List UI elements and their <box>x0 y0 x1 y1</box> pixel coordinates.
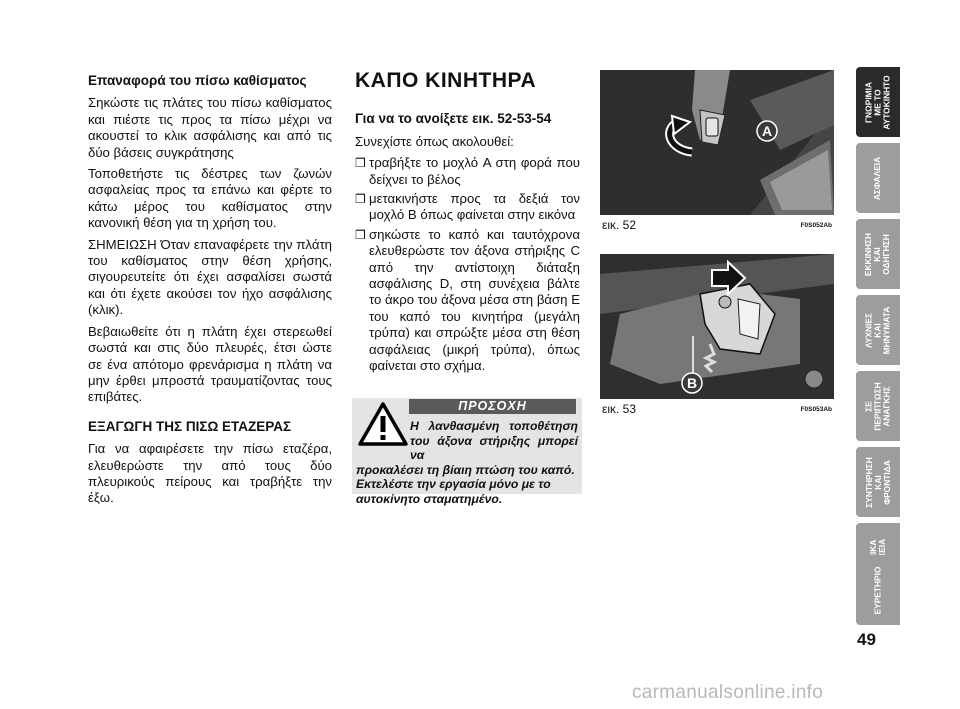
figure-label: εικ. 52 <box>602 218 637 232</box>
list-item <box>355 227 580 375</box>
paragraph: Για να αφαιρέσετε την πίσω εταζέρα, ελευθερώστε την από τους δύο πλευρικούς πείρους και τραβήξτε την έξω. <box>88 441 332 506</box>
figure-code: F0S052Ab <box>800 222 832 229</box>
warning-title: ΠΡΟΣΟΧΗ <box>409 399 576 414</box>
warning-text-rest: προκαλέσει τη βίαιη πτώση του καπό. Εκτελέστε την εργασία μόνο με το αυτοκίνητο σταματημένο. <box>356 462 575 506</box>
tab-lights-messages[interactable]: ΛΥΧΝΙΕΣ ΚΑΙ ΜΗΝΥΜΑΤΑ <box>856 295 900 365</box>
tab-index[interactable]: ΕΥΡΕΤΗΡΙΟ <box>856 555 900 625</box>
paragraph: Σηκώστε τις πλάτες του πίσω καθίσματος και πιέστε τις προς τα πίσω μέχρι να ακουστεί το κλικ ασφάλισης και από τις δύο βάσεις συγκράτησης <box>88 95 332 160</box>
watermark: carmanualsonline.info <box>632 682 824 703</box>
page-title: ΚΑΠΟ ΚΙΝΗΤΗΡΑ <box>355 69 537 92</box>
list-item-text: σηκώστε το καπό και ταυτόχρονα ελευθερώστε τον άξονα στήριξης C από την αντίστοιχη διάταξη ασφάλισης D, στη συνέχεια βάλτε το άκρο του άξονα μέσα στη βάση E του καπό του κινητήρα (μεγάλη τρύπα) και σπρώξτε μέσα στη θέση ασφάλειας (μικρή τρύπα), όπως φαίνεται στο σχήμα. <box>369 226 580 374</box>
warning-text-line: Η λανθασμένη τοποθέτηση του άξονα στήριξης μπορεί να <box>410 419 578 463</box>
mid-column <box>355 69 580 378</box>
section-heading: Επαναφορά του πίσω καθίσματος <box>88 73 307 88</box>
tab-emergency[interactable]: ΣΕ ΠΕΡΙΠΤΩΣΗ ΑΝΑΓΚΗΣ <box>856 371 900 441</box>
page-number: 49 <box>857 630 876 649</box>
list-item <box>355 155 580 188</box>
paragraph: Τοποθετήστε τις δέστρες των ζωνών ασφαλείας προς τα επάνω και φέρτε το κάτω μέρος του καθίσματος στην κανονική θέση για τη χρήση του. <box>88 166 332 231</box>
tab-getting-to-know[interactable]: ΓΝΩΡΙΜΙΑ ΜΕ ΤΟ ΑΥΤΟΚΙΝΗΤΟ <box>856 67 900 137</box>
bullet-box-icon: ❒ <box>355 227 366 242</box>
tab-maintenance[interactable]: ΣΥΝΤΗΡΗΣΗ ΚΑΙ ΦΡΟΝΤΙΔΑ <box>856 447 900 517</box>
bullet-box-icon: ❒ <box>355 156 366 171</box>
paragraph: Βεβαιωθείτε ότι η πλάτη έχει στερεωθεί σωστά και στις δύο πλευρές, έτσι ώστε σε ένα απότομο φρενάρισμα η πλάτη να μην έρθει μπροστά τραυματίζοντας τους επιβάτες. <box>88 323 332 405</box>
bullet-box-icon: ❒ <box>355 192 366 207</box>
section-heading: Για να το ανοίξετε εικ. 52-53-54 <box>355 111 552 127</box>
svg-text:B: B <box>686 375 698 391</box>
figure-53-image <box>600 254 834 399</box>
figure-52-image <box>600 70 834 215</box>
warning-box <box>352 398 582 506</box>
tab-starting-driving[interactable]: ΕΚΚΙΝΗΣΗ ΚΑΙ ΟΔΗΓΗΣΗ <box>856 219 900 289</box>
list-item <box>355 191 580 224</box>
section-heading: ΕΞΑΓΩΓΗ ΤΗΣ ΠΙΣΩ ΕΤΑΖΕΡΑΣ <box>88 418 292 434</box>
tab-safety[interactable]: ΑΣΦΑΛΕΙΑ <box>856 143 900 213</box>
warning-text <box>356 419 578 507</box>
figure-code: F0S053Ab <box>800 406 832 413</box>
left-column <box>88 73 332 512</box>
list-item-text: μετακινήστε προς τα δεξιά τον μοχλό B όπως φαίνεται στην εικόνα <box>369 191 580 223</box>
figure-label: εικ. 53 <box>602 402 637 416</box>
list-item-text: τραβήξτε το μοχλό A στη φορά που δείχνει το βέλος <box>369 155 580 187</box>
svg-text:A: A <box>761 123 773 139</box>
paragraph: ΣΗΜΕΙΩΣΗ Όταν επαναφέρετε την πλάτη του καθίσματος στην θέση χρήσης, σιγουρευτείτε ότι έχει ασφαλίσει σωστά και ότι έχετε ακούσει τον ήχο ασφάλισης (κλικ). <box>88 236 332 318</box>
intro-text: Συνεχίστε όπως ακολουθεί: <box>355 133 514 149</box>
